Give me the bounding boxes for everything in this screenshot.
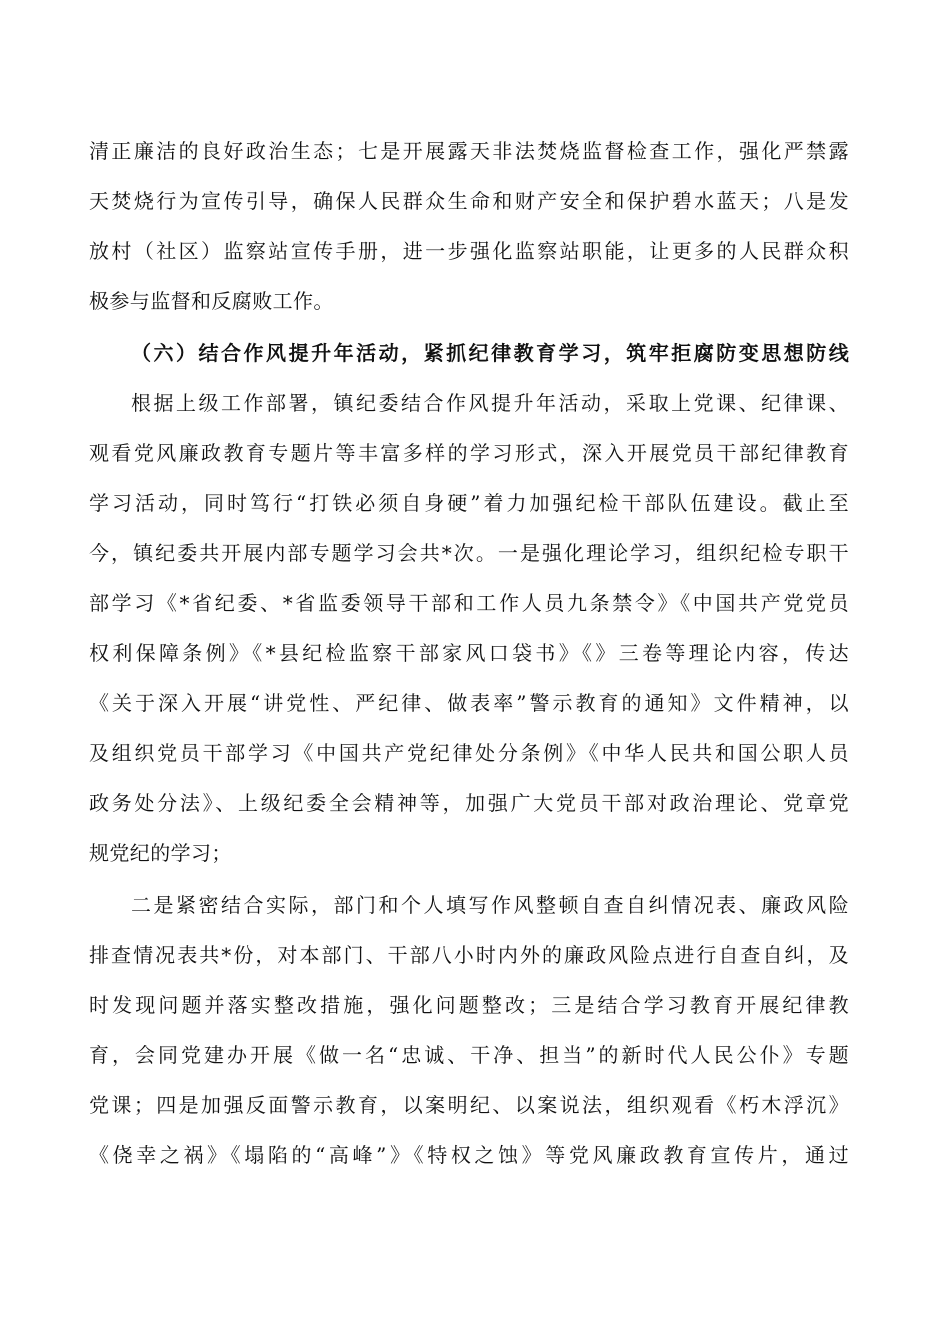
paragraph-line: 及组织党员干部学习《中国共产党纪律处分条例》《中华人民共和国公职人员 <box>89 741 849 765</box>
paragraph-line: 根据上级工作部署，镇纪委结合作风提升年活动，采取上党课、纪律课、 <box>131 391 849 415</box>
paragraph-line: 政务处分法》、上级纪委全会精神等，加强广大党员干部对政治理论、党章党 <box>89 791 849 815</box>
paragraph-line: 放村（社区）监察站宣传手册，进一步强化监察站职能，让更多的人民群众积 <box>89 239 849 263</box>
paragraph-line: 部学习《*省纪委、*省监委领导干部和工作人员九条禁令》《中国共产党党员 <box>89 591 849 615</box>
paragraph-line: 天焚烧行为宣传引导，确保人民群众生命和财产安全和保护碧水蓝天；八是发 <box>89 189 849 213</box>
paragraph-line: 权利保障条例》《*县纪检监察干部家风口袋书》《》三卷等理论内容，传达 <box>89 641 849 665</box>
paragraph-line: 《关于深入开展“讲党性、严纪律、做表率”警示教育的通知》文件精神，以 <box>89 691 849 715</box>
paragraph-line: 二是紧密结合实际，部门和个人填写作风整顿自查自纠情况表、廉政风险 <box>131 893 849 917</box>
paragraph-line: 学习活动，同时笃行“打铁必须自身硬”着力加强纪检干部队伍建设。截止至 <box>89 491 849 515</box>
paragraph-line: 《侥幸之祸》《塌陷的“高峰”》《特权之蚀》等党风廉政教育宣传片，通过 <box>89 1143 849 1167</box>
paragraph-line: 今，镇纪委共开展内部专题学习会共*次。一是强化理论学习，组织纪检专职干 <box>89 541 849 565</box>
paragraph-line: 党课；四是加强反面警示教育，以案明纪、以案说法，组织观看《朽木浮沉》 <box>89 1093 849 1117</box>
section-heading: （六）结合作风提升年活动，紧抓纪律教育学习，筑牢拒腐防变思想防线 <box>131 341 849 365</box>
paragraph-line: 观看党风廉政教育专题片等丰富多样的学习形式，深入开展党员干部纪律教育 <box>89 441 849 465</box>
paragraph-line: 规党纪的学习； <box>89 841 232 865</box>
paragraph-line: 清正廉洁的良好政治生态；七是开展露天非法焚烧监督检查工作，强化严禁露 <box>89 139 849 163</box>
paragraph-line: 极参与监督和反腐败工作。 <box>89 289 334 313</box>
paragraph-line: 时发现问题并落实整改措施，强化问题整改；三是结合学习教育开展纪律教 <box>89 993 849 1017</box>
paragraph-line: 排查情况表共*份，对本部门、干部八小时内外的廉政风险点进行自查自纠，及 <box>89 943 849 967</box>
paragraph-line: 育，会同党建办开展《做一名“忠诚、干净、担当”的新时代人民公仆》专题 <box>89 1043 849 1067</box>
